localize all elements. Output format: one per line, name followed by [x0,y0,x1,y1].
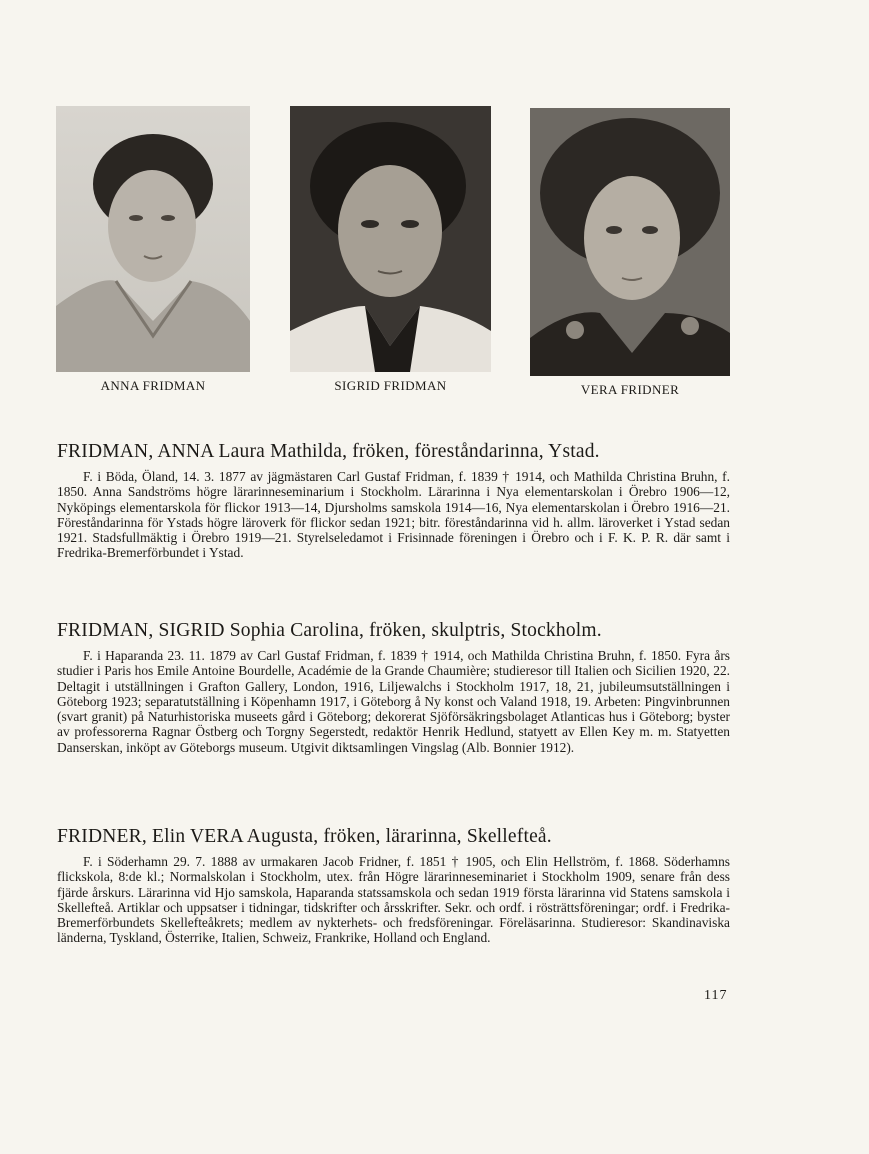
entry-vera-fridner [57,826,730,946]
portrait-anna-fridman [56,106,250,372]
entry-sigrid-fridman [57,620,730,755]
entry-heading: FRIDNER, Elin VERA Augusta, fröken, lärarinna, Skellefteå. [57,826,552,847]
entry-text: F. i Haparanda 23. 11. 1879 av Carl Gustaf Fridman, f. 1839 † 1914, och Mathilda Christina Bruhn, f. 1850. Fyra års studier i Paris hos Emile Antoine Bourdelle, Académie de la Grande Chaumière; studieresor till Italien och Sicilien 1920, 22. Deltagit i utställningen i Grafton Gallery, London, 1916, Liljewalchs i Stockholm 1917, 18, 21, jubileumsutställningen i Göteborg 1923; separatutställning i Köpenhamn 1917, i Göteborg å Ny konst och Valand 1918, 19. Arbeten: Pingvinbrunnen (svart granit) på Naturhistoriska museets gård i Göteborg; dekorerat Sjöförsäkringsbolaget Atlanticas hus i Göteborg; byster av professorerna Ragnar Östberg och Torgny Segerstedt, redaktör Henrik Hedlund, statyett av Ellen Key m. m. Statyetten Danserskan, inköpt av Göteborgs museum. Utgivit diktsamlingen Vingslag (Alb. Bonnier 1912). [57,648,730,755]
entry-anna-fridman [57,441,730,561]
entry-text: F. i Böda, Öland, 14. 3. 1877 av jägmästaren Carl Gustaf Fridman, f. 1839 † 1914, och Mathilda Christina Bruhn, f. 1850. Anna Sandströms högre lärarinneseminarium i Stockholm. Lärarinna i Nya elementarskolan i Örebro 1906—12, Nyköpings elementarskola för flickor 1913—14, Djursholms samskola 1914—16, Nya elementarskolan i Örebro 1916—21. Föreståndarinna för Ystads högre läroverk för flickor sedan 1921; bitr. föreståndarinna vid h. allm. läroverket i Ystad sedan 1921. Stadsfullmäktig i Örebro 1919—21. Styrelseledamot i Frisinnade föreningen i Örebro och i F. K. P. R. där samt i Fredrika-Bremerförbundet i Ystad. [57,469,730,561]
photo-caption-sigrid: SIGRID FRIDMAN [334,378,447,393]
photo-caption-anna: ANNA FRIDMAN [100,378,206,393]
entry-heading: FRIDMAN, SIGRID Sophia Carolina, fröken, skulptris, Stockholm. [57,620,602,641]
entry-heading: FRIDMAN, ANNA Laura Mathilda, fröken, föreståndarinna, Ystad. [57,441,600,462]
portrait-sigrid-fridman [290,106,491,372]
photo-caption-vera: VERA FRIDNER [580,382,680,397]
entry-text: F. i Söderhamn 29. 7. 1888 av urmakaren Jacob Fridner, f. 1851 † 1905, och Elin Hellström, f. 1868. Söderhamns flickskola, 8:de kl.; Normalskolan i Stockholm, utex. från Högre lärarinneseminariet i Stockholm 1909, senare från dess fjärde årskurs. Lärarinna vid Hjo samskola, Haparanda statssamskola och sedan 1919 första lärarinna vid Statens samskola i Skellefteå. Artiklar och uppsatser i tidningar, tidskrifter och årsskrifter. Sekr. och ordf. i rösträttsföreningar; ordf. i Fredrika-Bremerförbundets Skellefteåkrets; medlem av nykterhets- och fredsföreningar. Föreläsarinna. Studieresor: Skandinaviska länderna, Tyskland, Österrike, Italien, Schweiz, Frankrike, Holland och England. [57,854,730,946]
page-number: 117 [704,988,728,1003]
portrait-vera-fridner [530,108,730,376]
